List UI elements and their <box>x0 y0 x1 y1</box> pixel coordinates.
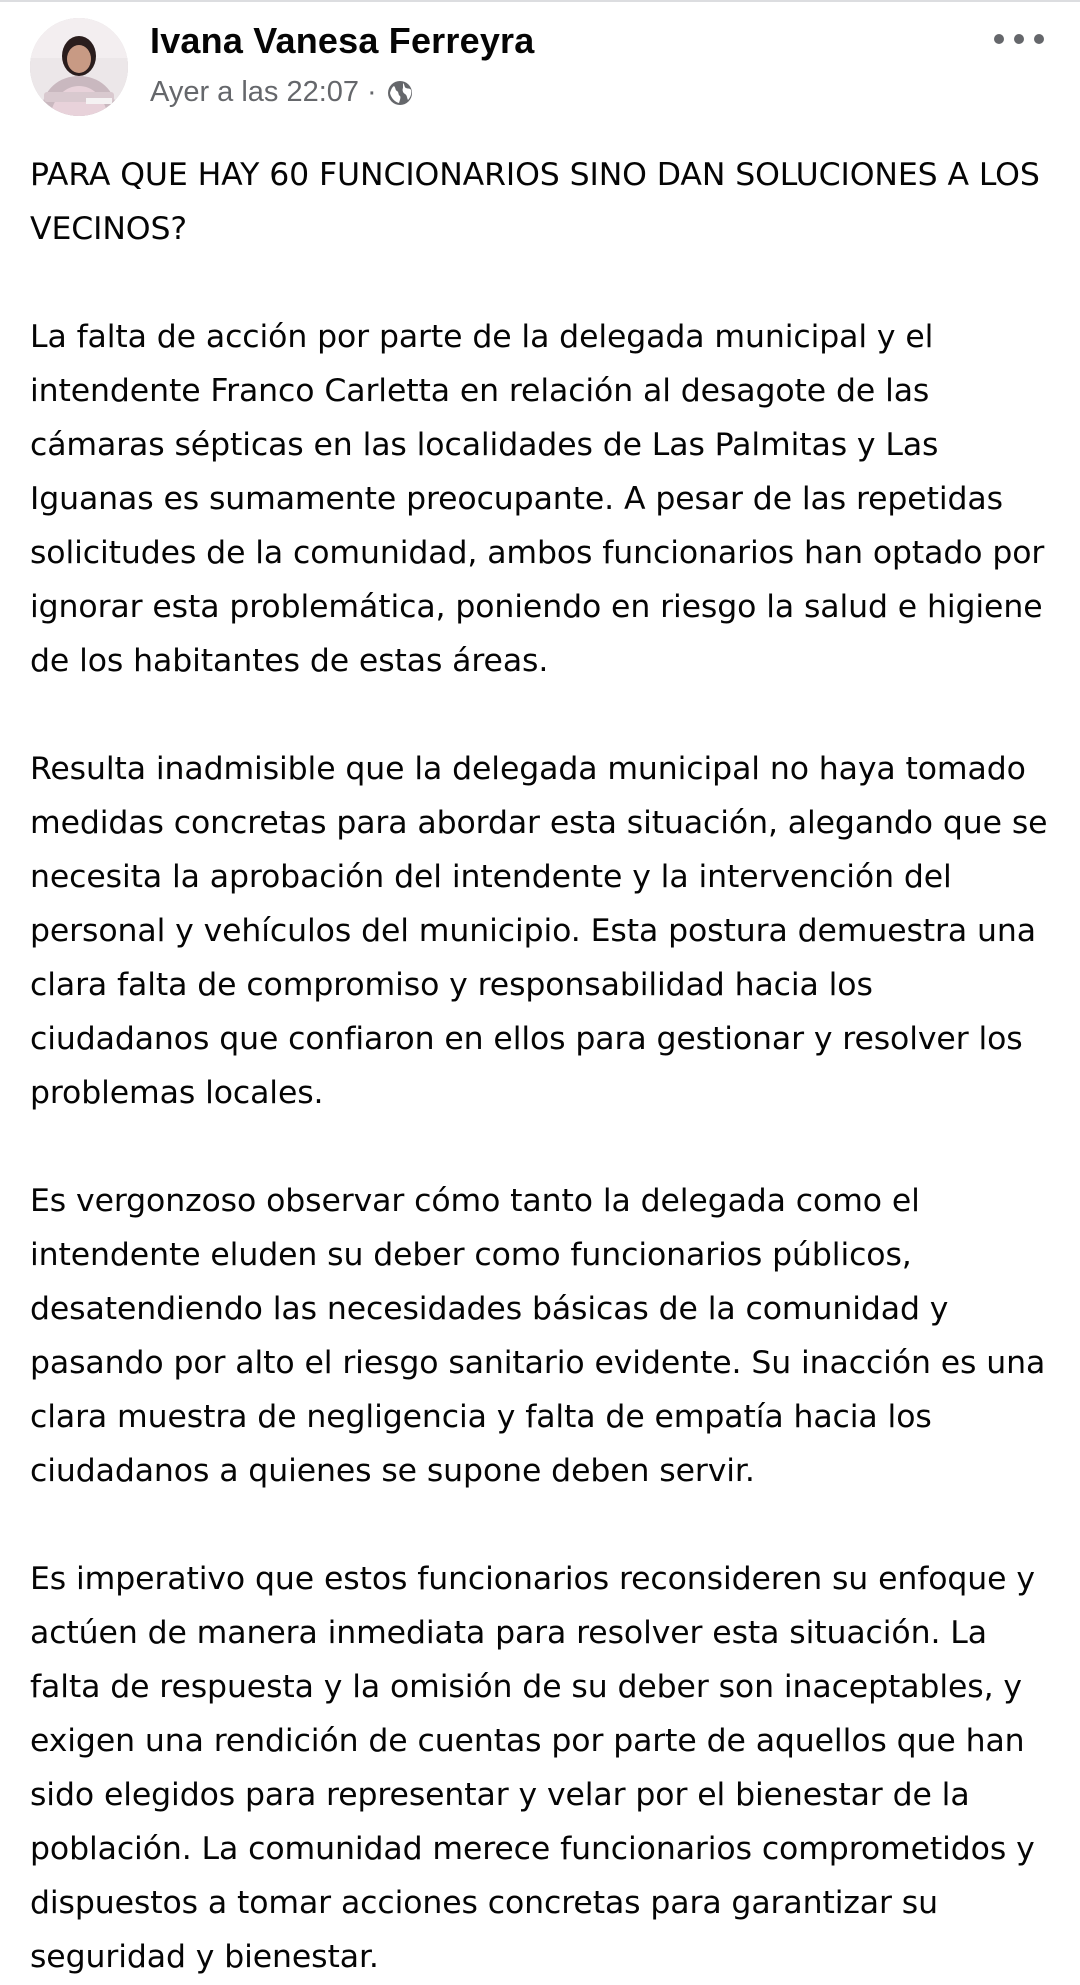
meta-separator: · <box>367 76 377 108</box>
more-options-button[interactable] <box>994 24 1044 54</box>
more-options-icon-dot <box>1014 34 1024 44</box>
post-paragraph: Es vergonzoso observar cómo tanto la delegada como el intendente eluden su deber como funcionarios públicos, desatendiendo las necesidades básicas de la comunidad y pasando por alto el riesgo sanitario evidente. Su inacción es una clara muestra de negligencia y falta de empatía hacia los ciudadanos a quienes se supone deben servir. <box>30 1183 1046 1489</box>
avatar[interactable] <box>30 18 128 116</box>
post-paragraph: PARA QUE HAY 60 FUNCIONARIOS SINO DAN SOLUCIONES A LOS VECINOS? <box>30 157 1040 247</box>
top-divider <box>0 0 1080 2</box>
author-name[interactable]: Ivana Vanesa Ferreyra <box>150 20 535 61</box>
post-meta <box>150 76 415 109</box>
post-paragraph: La falta de acción por parte de la delegada municipal y el intendente Franco Carletta en relación al desagote de las cámaras sépticas en las localidades de Las Palmitas y Las Iguanas es sumamente preocupante. A pesar de las repetidas solicitudes de la comunidad, ambos funcionarios han optado por ignorar esta problemática, poniendo en riesgo la salud e higiene de los habitantes de estas áreas. <box>30 319 1045 679</box>
post-header <box>30 18 1050 118</box>
more-options-icon-dot <box>1034 34 1044 44</box>
avatar-photo <box>30 18 128 116</box>
post-paragraph: Es imperativo que estos funcionarios reconsideren su enfoque y actúen de manera inmediata para resolver esta situación. La falta de respuesta y la omisión de su deber son inaceptables, y exigen una rendición de cuentas por parte de aquellos que han sido elegidos para representar y velar por el bienestar de la población. La comunidad merece funcionarios comprometidos y dispuestos a tomar acciones concretas para garantizar su seguridad y bienestar. <box>30 1561 1035 1975</box>
post-timestamp[interactable]: Ayer a las 22:07 <box>150 76 360 108</box>
globe-icon <box>385 78 415 108</box>
post-paragraph: Resulta inadmisible que la delegada municipal no haya tomado medidas concretas para abordar esta situación, alegando que se necesita la aprobación del intendente y la intervención del personal y vehículos del municipio. Esta postura demuestra una clara falta de compromiso y responsabilidad hacia los ciudadanos que confiaron en ellos para gestionar y resolver los problemas locales. <box>30 751 1048 1111</box>
post-body <box>30 148 1056 1984</box>
more-options-icon <box>994 34 1004 44</box>
